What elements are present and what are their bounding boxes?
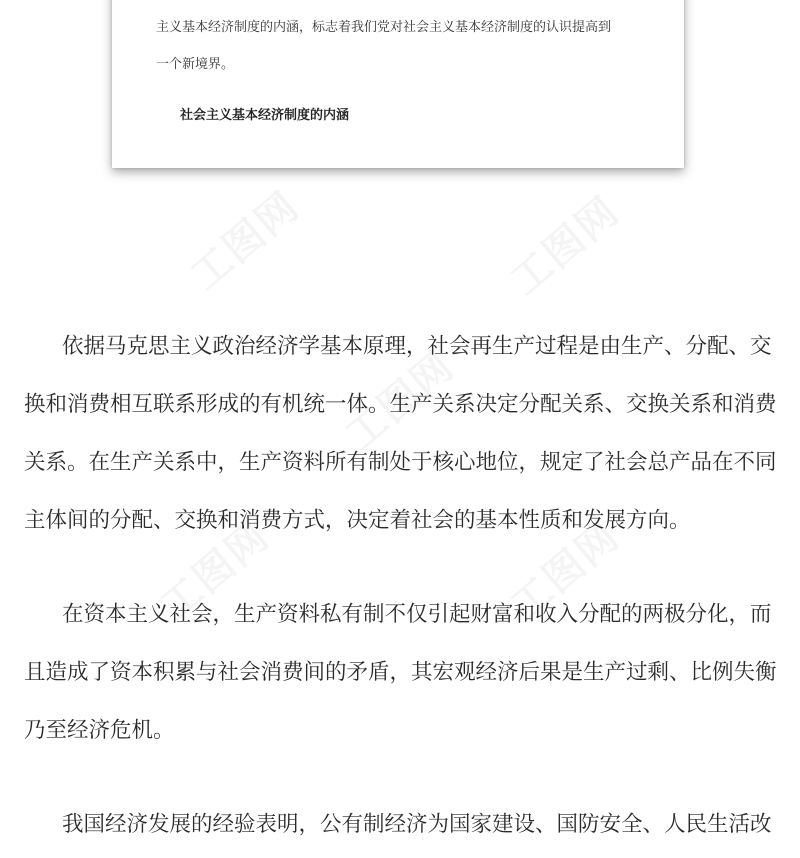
card-text-line: 主义基本经济制度的内涵，标志着我们党对社会主义基本经济制度的认识提高到 — [156, 20, 612, 35]
paragraph-line: 关系。在生产关系中，生产资料所有制处于核心地位，规定了社会总产品在不同 — [24, 450, 777, 475]
paragraph-line: 换和消费相互联系形成的有机统一体。生产关系决定分配关系、交换关系和消费 — [24, 392, 777, 417]
excerpt-card — [112, 0, 684, 168]
paragraph — [24, 800, 780, 858]
paragraph-line: 我国经济发展的经验表明，公有制经济为国家建设、国防安全、人民生活改 — [62, 812, 772, 837]
paragraph-line: 乃至经济危机。 — [24, 718, 175, 743]
paragraph-line: 主体间的分配、交换和消费方式，决定着社会的基本性质和发展方向。 — [24, 508, 691, 533]
card-text-line: 一个新境界。 — [156, 57, 235, 72]
paragraph — [24, 590, 780, 764]
article-body — [24, 322, 780, 858]
watermark — [176, 176, 309, 301]
card-heading: 社会主义基本经济制度的内涵 — [180, 108, 350, 123]
watermark — [496, 181, 629, 306]
paragraph-line: 且造成了资本积累与社会消费间的矛盾，其宏观经济后果是生产过剩、比例失衡 — [24, 660, 777, 685]
paragraph-line: 在资本主义社会，生产资料私有制不仅引起财富和收入分配的两极分化，而 — [62, 602, 772, 627]
paragraph-line: 依据马克思主义政治经济学基本原理，社会再生产过程是由生产、分配、交 — [62, 334, 772, 359]
paragraph — [24, 322, 780, 554]
